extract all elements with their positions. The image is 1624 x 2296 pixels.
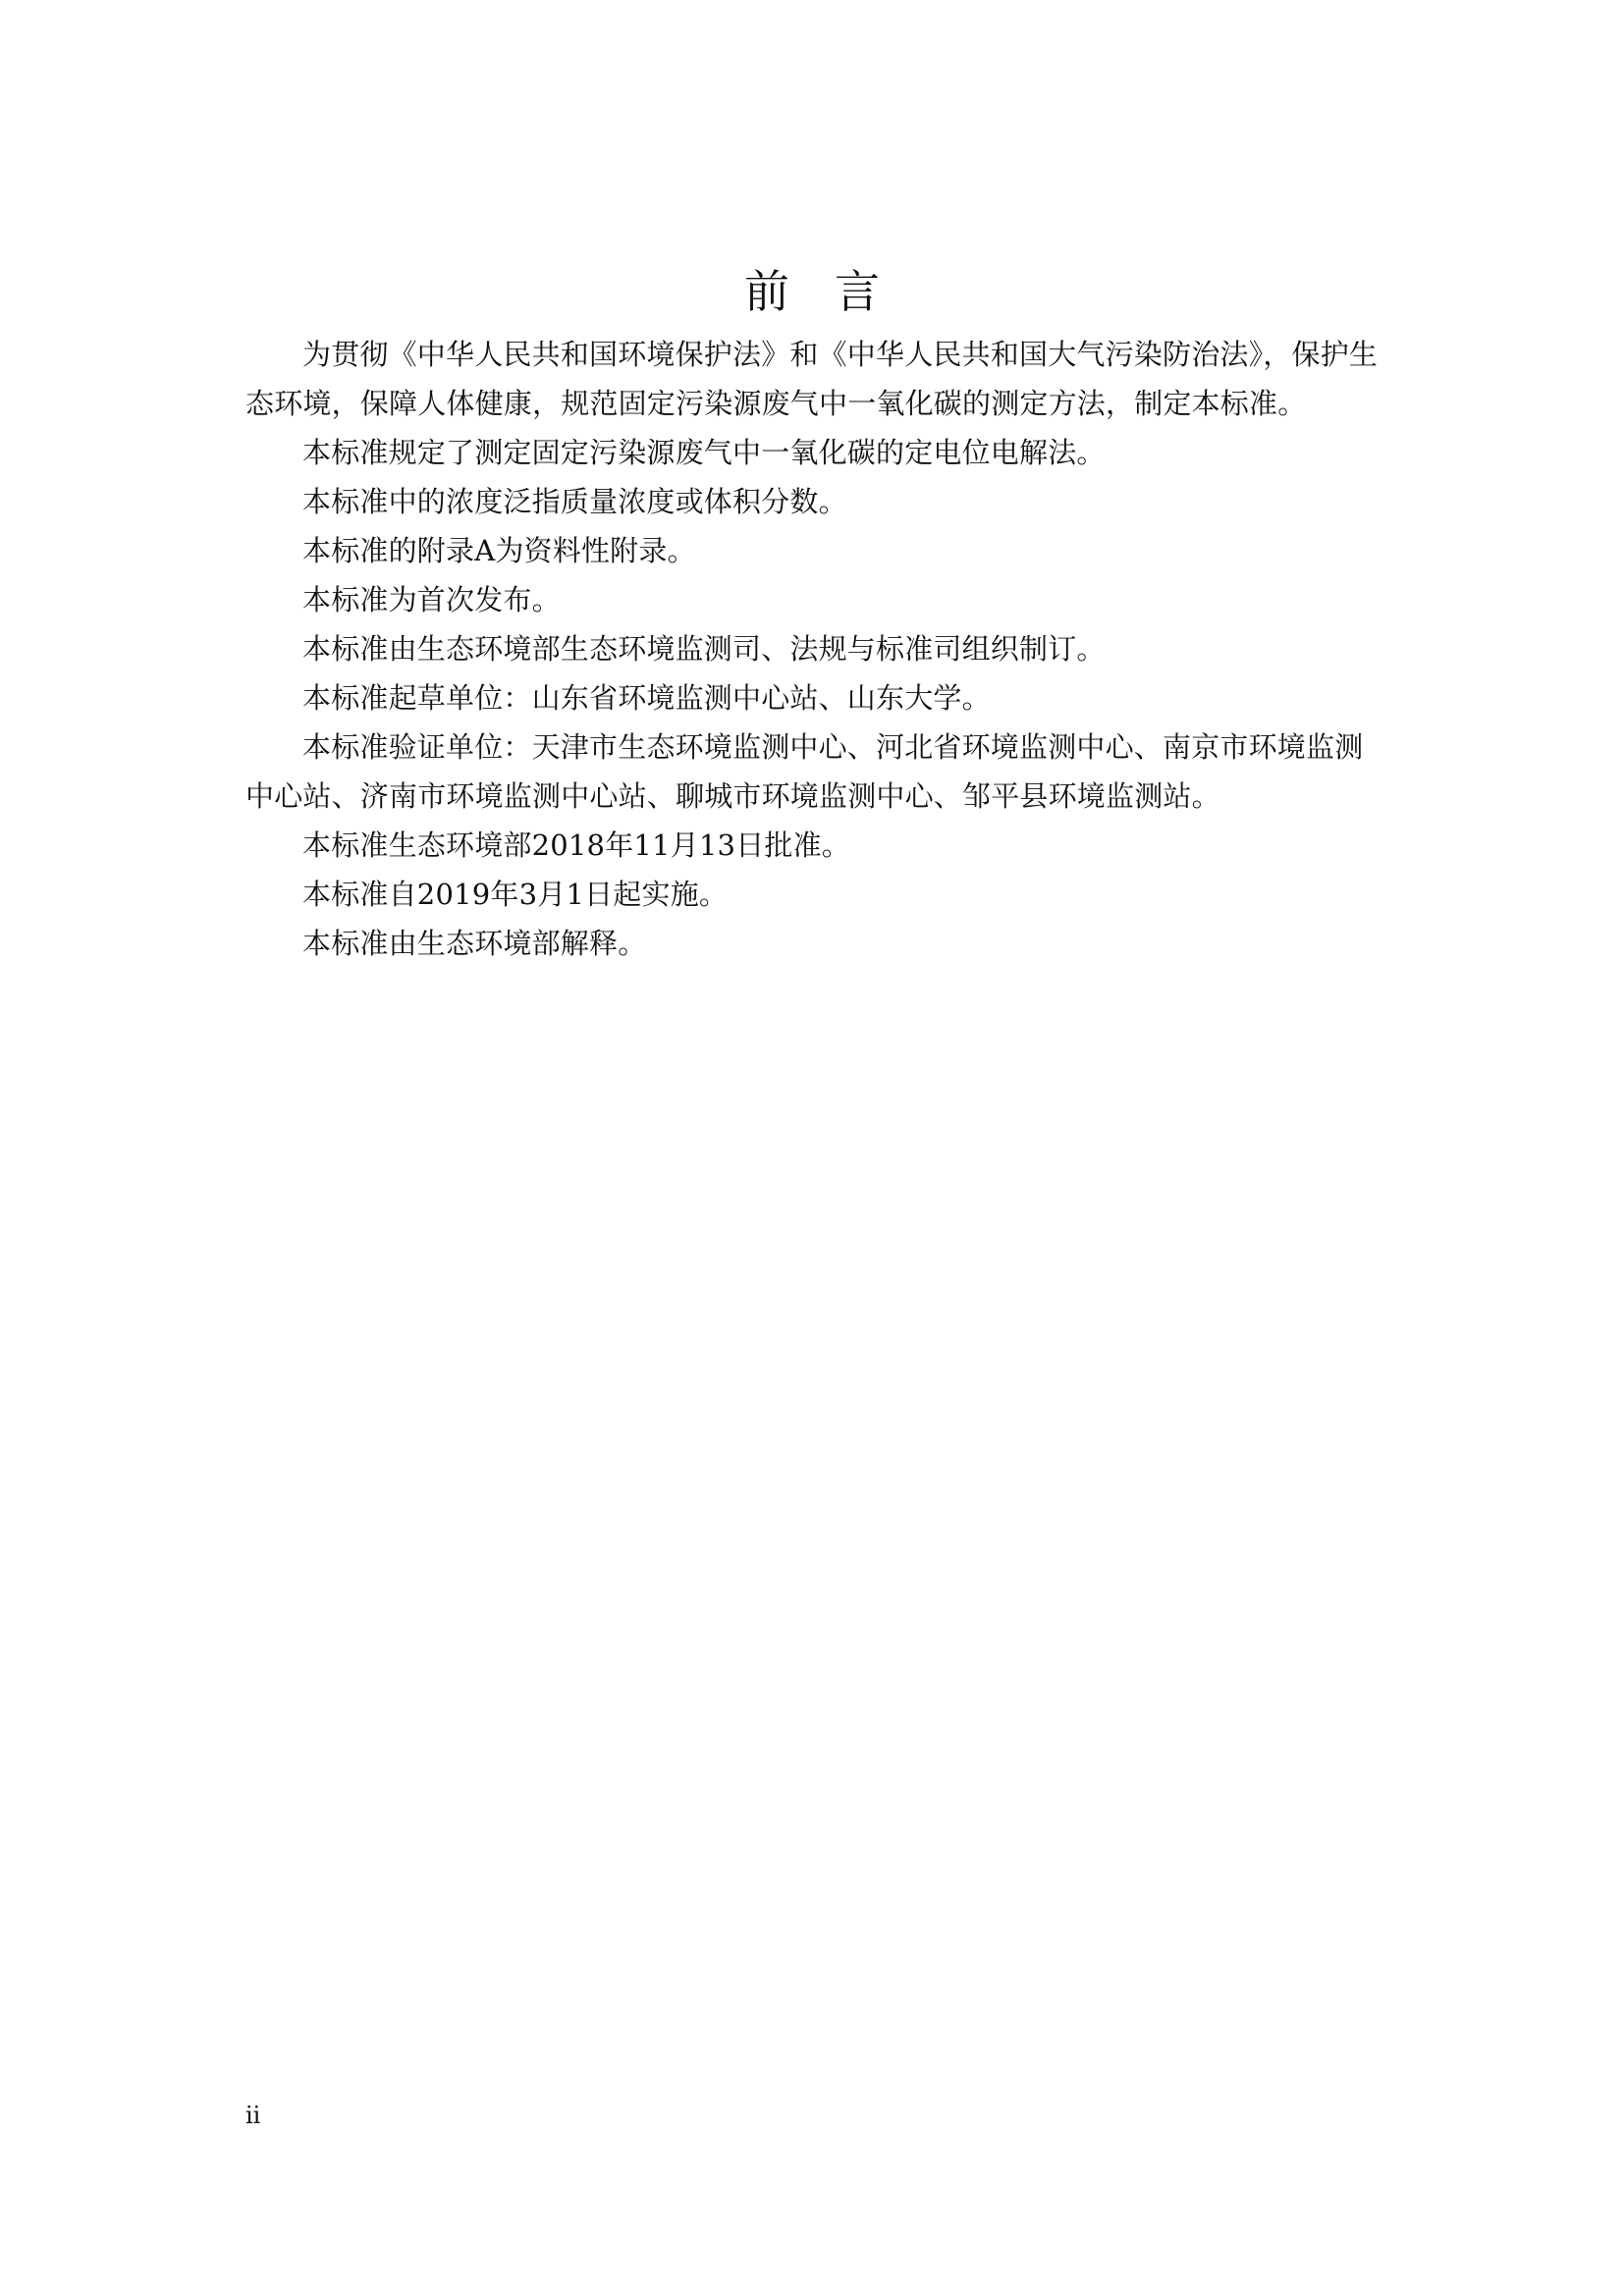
paragraph-drafting-units: 本标准起草单位：山东省环境监测中心站、山东大学。 [302, 681, 991, 715]
page-number: ii [245, 2102, 261, 2129]
paragraph-effective-date: 本标准自2019年3月1日起实施。 [302, 878, 729, 911]
paragraph-appendix: 本标准的附录A为资料性附录。 [302, 534, 696, 567]
paragraph-organizer: 本标准由生态环境部生态环境监测司、法规与标准司组织制订。 [302, 632, 1106, 666]
paragraph-scope: 本标准规定了测定固定污染源废气中一氧化碳的定电位电解法。 [302, 436, 1106, 469]
document-body [245, 330, 1389, 968]
page-title: 前 言 [744, 264, 880, 318]
paragraph-approval-date: 本标准生态环境部2018年11月13日批准。 [302, 828, 851, 862]
paragraph-interpretation: 本标准由生态环境部解释。 [302, 927, 647, 960]
paragraph-first-release: 本标准为首次发布。 [302, 583, 561, 616]
paragraph-purpose: 为贯彻《中华人民共和国环境保护法》和《中华人民共和国大气污染防治法》，保护生态环境，保障人体健康，规范固定污染源废气中一氧化碳的测定方法，制定本标准。 [245, 338, 1379, 420]
paragraph-verification-units: 本标准验证单位：天津市生态环境监测中心、河北省环境监测中心、南京市环境监测中心站、济南市环境监测中心站、聊城市环境监测中心、邹平县环境监测站。 [245, 730, 1364, 813]
paragraph-concentration: 本标准中的浓度泛指质量浓度或体积分数。 [302, 485, 847, 518]
